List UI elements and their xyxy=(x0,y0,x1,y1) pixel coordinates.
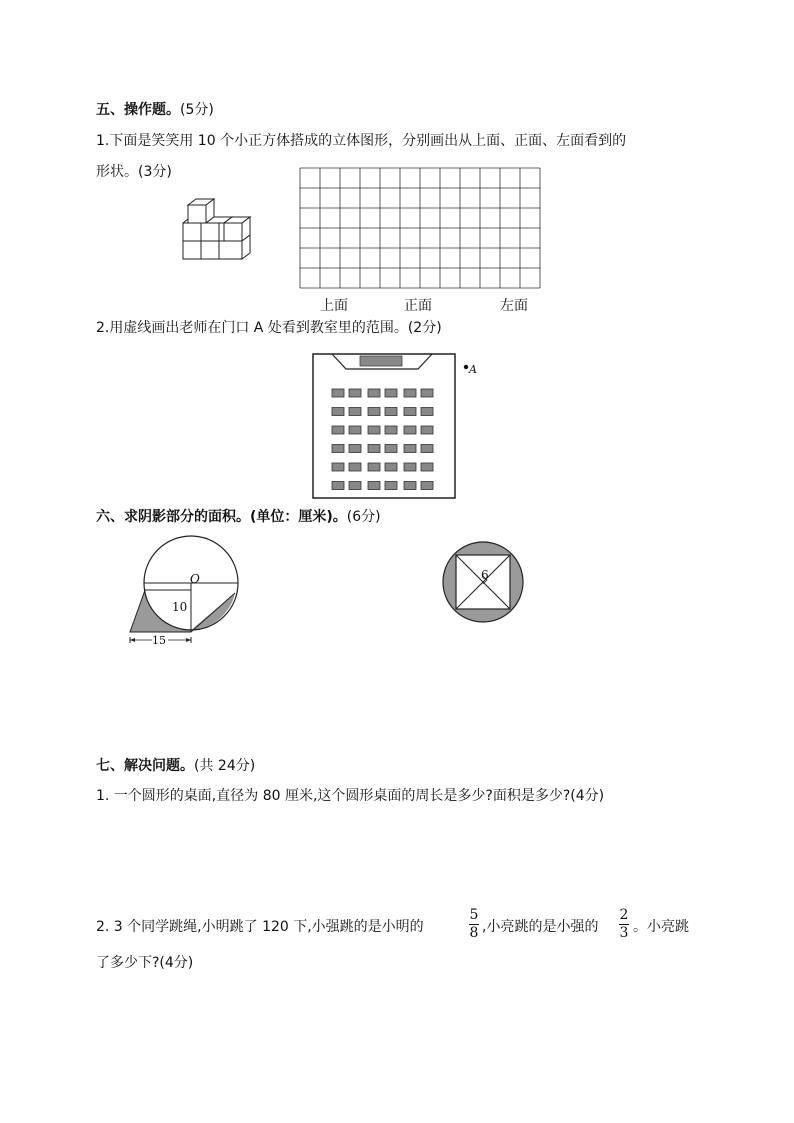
cube-stack-figure xyxy=(175,195,265,275)
section7-heading: 七、解决问题。 xyxy=(96,758,194,774)
section6-heading: 六、求阴影部分的面积。(单位：厘米)。 xyxy=(96,509,347,525)
desk xyxy=(385,445,397,453)
desk xyxy=(368,426,380,434)
grid-label-top: 上面 xyxy=(320,298,348,314)
desk xyxy=(332,463,344,471)
desk xyxy=(385,482,397,490)
desk xyxy=(421,482,433,490)
door-label-A: A xyxy=(469,363,477,376)
grid-label-left: 左面 xyxy=(500,298,528,314)
desk xyxy=(332,408,344,416)
desk xyxy=(349,389,361,397)
section5-heading: 五、操作题。 xyxy=(96,102,180,118)
desk xyxy=(385,408,397,416)
desk xyxy=(349,482,361,490)
desk xyxy=(332,482,344,490)
q7-2-part2: ,小亮跳的是小强的 xyxy=(482,919,599,935)
q7-1-text: 1. 一个圆形的桌面,直径为 80 厘米,这个圆形桌面的周长是多少?面积是多少?(4分) xyxy=(96,788,605,804)
desk xyxy=(404,408,416,416)
fig2-label: 6 xyxy=(481,568,489,582)
fig1-base-label: 15 xyxy=(152,634,166,647)
desk xyxy=(421,408,433,416)
q5-2-text: 2.用虚线画出老师在门口 A 处看到教室里的范围。(2分) xyxy=(96,320,442,336)
desk xyxy=(368,445,380,453)
section7-title xyxy=(96,756,255,776)
frac1-num: 5 xyxy=(469,907,479,923)
desk xyxy=(368,482,380,490)
desk xyxy=(368,463,380,471)
desk xyxy=(385,389,397,397)
desk xyxy=(404,426,416,434)
desk xyxy=(404,445,416,453)
fig1-center-label: O xyxy=(190,572,200,586)
desk xyxy=(421,389,433,397)
desk xyxy=(421,463,433,471)
section5-score: (5分) xyxy=(180,102,214,118)
desk xyxy=(368,408,380,416)
frac2-num: 2 xyxy=(619,907,629,923)
desk xyxy=(385,426,397,434)
section5-title xyxy=(96,100,214,120)
desk xyxy=(332,426,344,434)
section6-score: (6分) xyxy=(346,509,381,525)
desk xyxy=(421,426,433,434)
classroom-figure xyxy=(312,353,462,499)
q5-1-text-line2: 形状。(3分) xyxy=(96,164,172,180)
fig1-radius-label: 10 xyxy=(172,600,188,614)
grid-label-front: 正面 xyxy=(404,298,432,314)
frac1-den: 8 xyxy=(469,925,479,941)
desk xyxy=(332,389,344,397)
q7-2-line2: 了多少下?(4分) xyxy=(96,955,194,971)
desk xyxy=(349,408,361,416)
section7-score: (共 24分) xyxy=(194,758,256,774)
desk xyxy=(349,463,361,471)
q7-2-part3: 。小亮跳 xyxy=(633,919,689,935)
frac2-den: 3 xyxy=(619,925,629,941)
desk xyxy=(349,445,361,453)
drawing-grid[interactable] xyxy=(299,167,543,291)
desk xyxy=(404,389,416,397)
fraction-2-3 xyxy=(619,908,629,941)
blackboard xyxy=(360,356,402,366)
shaded-figure-1 xyxy=(125,540,245,650)
desk xyxy=(421,445,433,453)
desk xyxy=(404,482,416,490)
desk xyxy=(368,389,380,397)
desk xyxy=(332,445,344,453)
section6-title xyxy=(96,507,381,527)
desk xyxy=(349,426,361,434)
desk xyxy=(385,463,397,471)
q7-2-part1: 2. 3 个同学跳绳,小明跳了 120 下,小强跳的是小明的 xyxy=(96,919,424,935)
desk xyxy=(404,463,416,471)
fraction-5-8 xyxy=(469,908,479,941)
q5-1-text-line1: 1.下面是笑笑用 10 个小正方体搭成的立体图形，分别画出从上面、正面、左面看到的 xyxy=(96,133,627,149)
